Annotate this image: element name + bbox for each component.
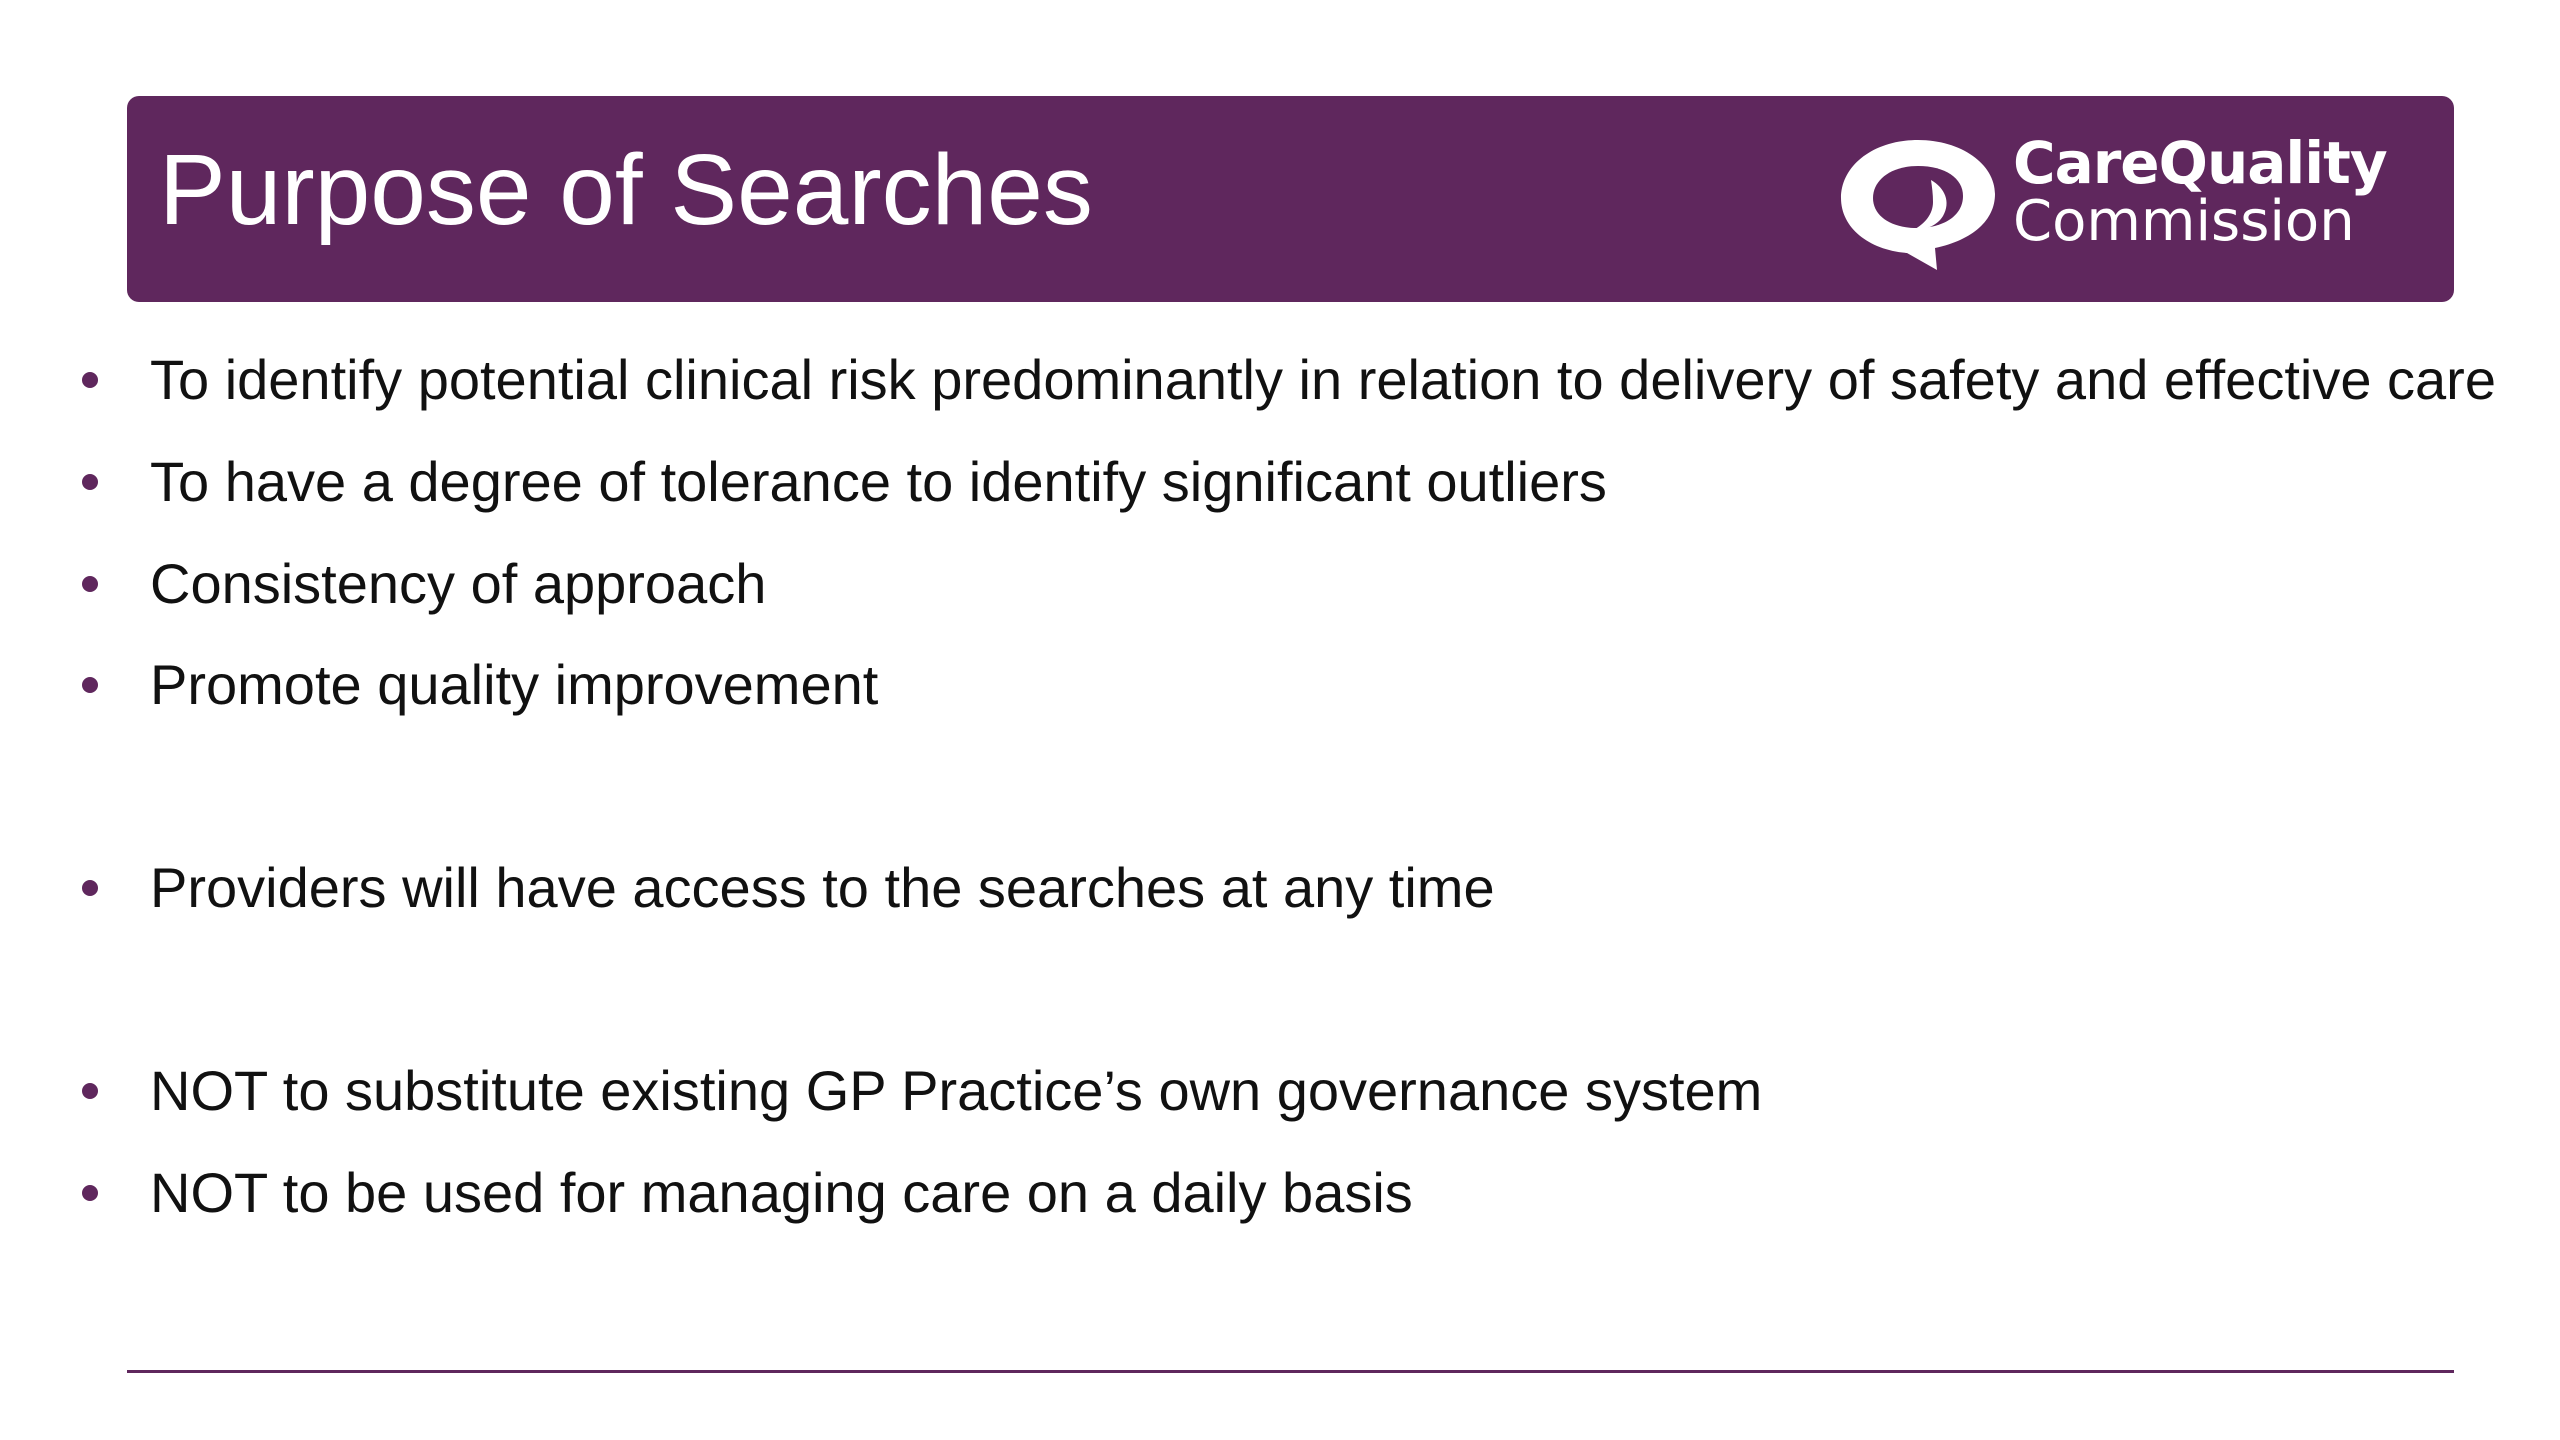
cqc-q-logo-icon <box>1833 132 2003 272</box>
logo-line-2: Commission <box>2013 189 2355 254</box>
bullet-text: Providers will have access to the searches at any time <box>150 856 1495 919</box>
logo-wordmark <box>2013 129 2433 254</box>
slide-title: Purpose of Searches <box>159 134 1093 246</box>
bullet-text: Consistency of approach <box>150 552 767 615</box>
logo-line-1: CareQuality <box>2013 129 2387 197</box>
bullet-icon <box>82 1083 98 1099</box>
bullet-text: NOT to be used for managing care on a daily basis <box>150 1161 1413 1224</box>
bullet-text: NOT to substitute existing GP Practice’s own governance system <box>150 1059 1763 1122</box>
bullet-icon <box>82 576 98 592</box>
bullet-icon <box>82 677 98 693</box>
bullet-icon <box>82 474 98 490</box>
title-banner <box>127 96 2454 302</box>
bullet-icon <box>82 1185 98 1201</box>
bullet-icon <box>82 372 98 388</box>
bullet-icon <box>82 880 98 896</box>
cqc-logo <box>1833 129 2433 272</box>
bullet-text: Promote quality improvement <box>150 653 879 716</box>
footer-divider <box>127 1370 2454 1373</box>
bullet-text: To identify potential clinical risk predominantly in relation to delivery of safety and effective care <box>150 348 2496 411</box>
bullet-text: To have a degree of tolerance to identify significant outliers <box>150 450 1607 513</box>
